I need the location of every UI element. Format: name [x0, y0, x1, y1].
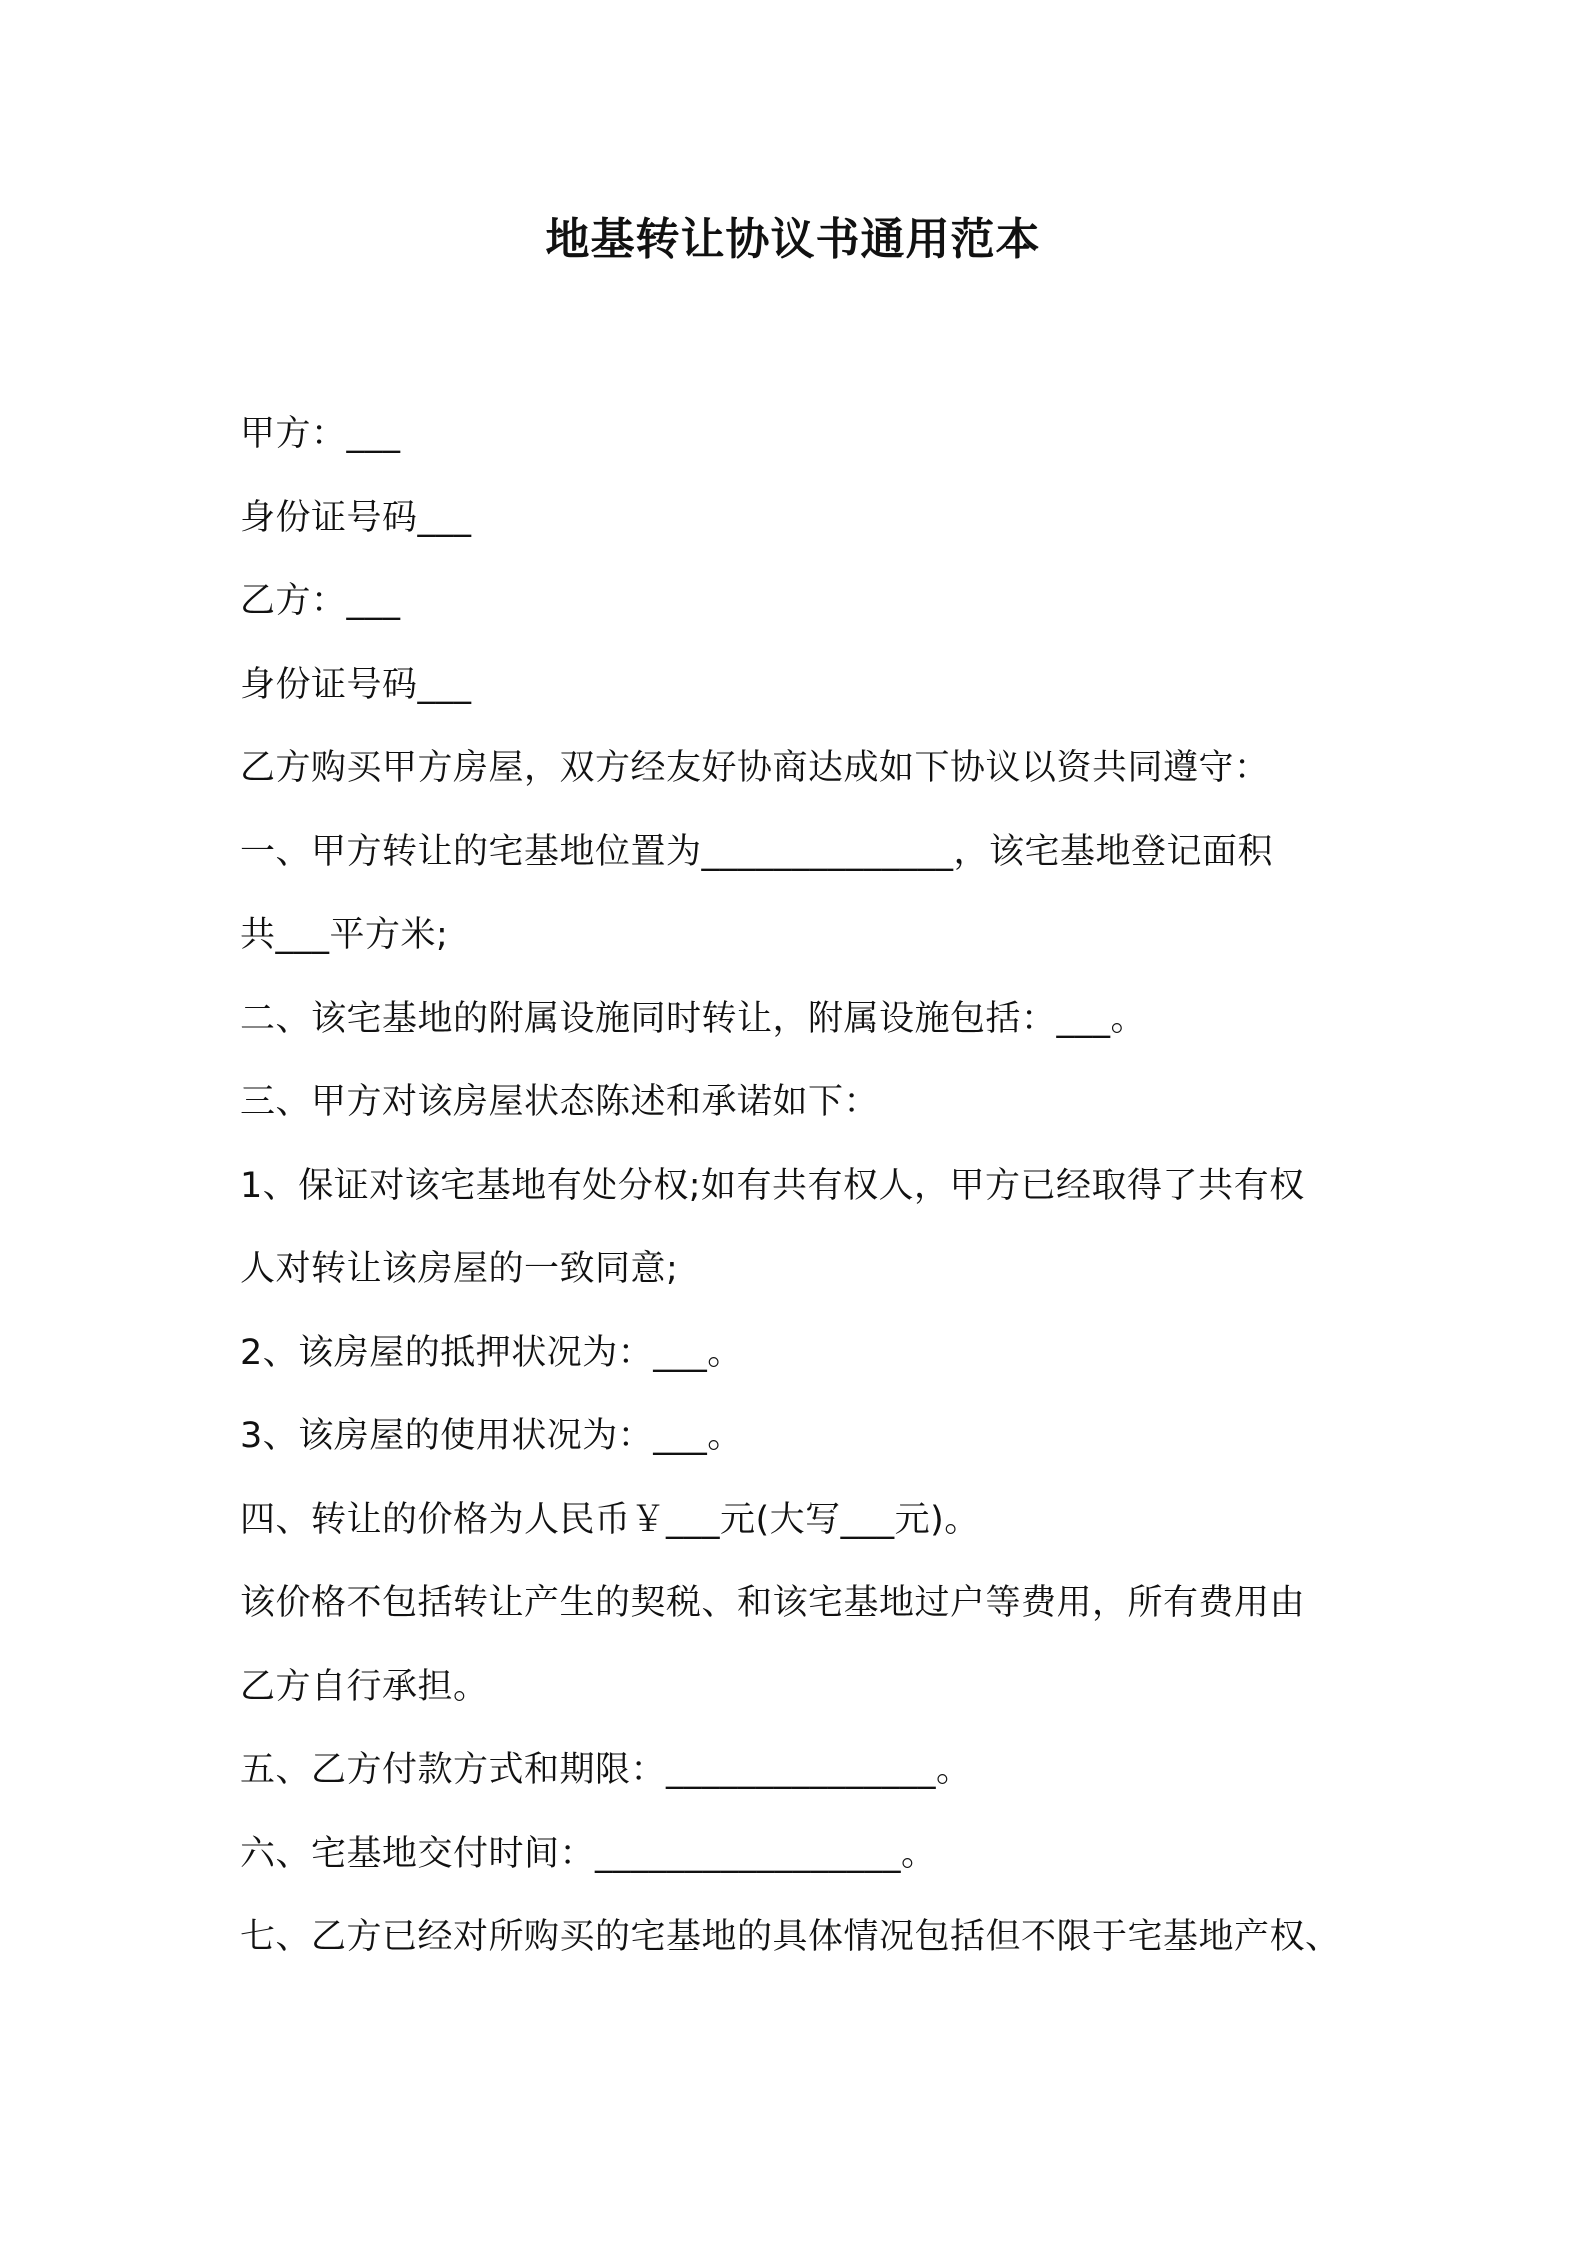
clause-3-item-3-line: 3、该房屋的使用状况为：___。	[240, 1416, 743, 1456]
preamble-line: 乙方购买甲方房屋，双方经友好协商达成如下协议以资共同遵守：	[240, 748, 1270, 788]
party-b-id-line: 身份证号码___	[240, 664, 472, 705]
document-title: 地基转让协议书通用范本	[545, 214, 1041, 265]
clause-4-note-line-1: 该价格不包括转让产生的契税、和该宅基地过户等费用，所有费用由	[240, 1583, 1306, 1623]
party-a-id-line: 身份证号码___	[240, 497, 472, 538]
clause-4-line: 四、转让的价格为人民币￥___元(大写___元)。	[240, 1499, 980, 1540]
clause-3-item-1-line-2: 人对转让该房屋的一致同意;	[240, 1249, 679, 1289]
clause-6-line: 六、宅基地交付时间：_________________。	[240, 1833, 937, 1874]
clause-1-line-1: 一、甲方转让的宅基地位置为______________，该宅基地登记面积	[240, 831, 1274, 872]
clause-4-note-line-2: 乙方自行承担。	[240, 1666, 489, 1707]
clause-1-line-2: 共___平方米;	[240, 915, 449, 955]
clause-5-line: 五、乙方付款方式和期限：_______________。	[240, 1750, 972, 1790]
clause-3-item-1-line-1: 1、保证对该宅基地有处分权;如有共有权人，甲方已经取得了共有权	[240, 1165, 1305, 1206]
party-b-line: 乙方：___	[240, 581, 401, 621]
clause-7-line-1: 七、乙方已经对所购买的宅基地的具体情况包括但不限于宅基地产权、	[240, 1917, 1341, 1957]
party-a-line: 甲方：___	[240, 414, 401, 454]
clause-3-item-2-line: 2、该房屋的抵押状况为：___。	[240, 1332, 743, 1373]
document-body	[240, 404, 1400, 1991]
clause-2-line: 二、该宅基地的附属设施同时转让，附属设施包括：___。	[240, 998, 1147, 1039]
clause-3-line: 三、甲方对该房屋状态陈述和承诺如下：	[240, 1082, 880, 1122]
